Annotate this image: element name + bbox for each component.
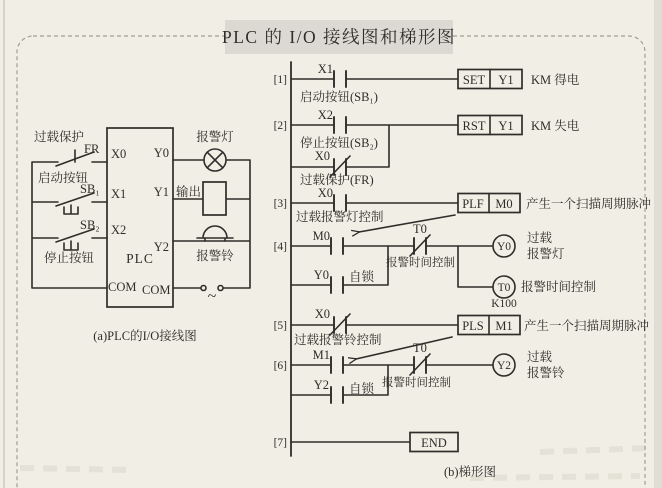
plf-op: PLF — [462, 197, 484, 211]
contact-x0-r5-label: X0 — [314, 307, 330, 321]
rung6-coil-note1: 过载 — [527, 350, 553, 364]
contact-y2-label: Y2 — [313, 378, 329, 392]
contact-x0-r3 — [334, 195, 346, 211]
rung1-note: 启动按钮(SB₁) — [300, 90, 378, 104]
contact-x2-label: X2 — [317, 108, 333, 122]
alarm-lamp-symbol — [204, 149, 226, 171]
end-label: END — [421, 436, 447, 450]
ladder-diagram — [274, 62, 651, 479]
plf-operand: M0 — [495, 197, 513, 211]
rung-number-1: [1] — [273, 74, 287, 86]
contact-m1 — [331, 357, 343, 373]
print-bleed-artifact — [540, 448, 650, 452]
rung-6 — [291, 341, 565, 403]
io-wiring-diagram — [32, 128, 250, 343]
contact-x1 — [334, 71, 346, 87]
rung-7 — [291, 433, 458, 452]
contact-y0-label: Y0 — [313, 268, 329, 282]
sb2-pushbutton-symbol — [56, 229, 94, 250]
output-label: 输出 — [176, 185, 202, 199]
sb1-pushbutton-symbol — [56, 193, 94, 214]
rung-5 — [291, 307, 649, 359]
contact-m0-label: M0 — [312, 229, 330, 243]
rung-4 — [291, 222, 596, 310]
rung4-coil-note2: 报警灯 — [527, 247, 565, 261]
rung2-note: 停止按钮(SB₂) — [300, 136, 378, 150]
rung5-note: 过载报警铃控制 — [294, 333, 382, 347]
alarm-lamp-label: 报警灯 — [196, 130, 234, 144]
rung5-comment: 产生一个扫描周期脉冲 — [524, 319, 650, 333]
pls-operand: M1 — [495, 319, 513, 333]
rung6-latch-note: 自锁 — [349, 382, 375, 396]
rung-number-5: [5] — [273, 320, 287, 332]
sb1-label: SB₁ — [80, 182, 100, 196]
page-title — [222, 20, 456, 54]
rung2-comment: KM 失电 — [531, 119, 580, 133]
rst-op: RST — [462, 119, 486, 133]
contact-y0-latch — [331, 277, 343, 293]
terminal-y2: Y2 — [153, 240, 169, 254]
rung4-timer-note: 报警时间控制 — [386, 257, 455, 269]
ac-tilde-symbol: ~ — [207, 288, 217, 305]
set-operand: Y1 — [498, 73, 514, 87]
rung-number-6: [6] — [273, 360, 287, 372]
alarm-bell-label: 报警铃 — [196, 249, 234, 263]
rung-1 — [291, 62, 580, 104]
coil-y0-label: Y0 — [496, 241, 512, 253]
rung2-branch-note: 过载保护(FR) — [300, 173, 374, 187]
rung1-comment: KM 得电 — [531, 73, 580, 87]
rung-number-2: [2] — [273, 120, 287, 132]
output-load-symbol — [203, 182, 226, 215]
contact-y2-latch — [331, 387, 343, 403]
rung-number-4: [4] — [273, 241, 287, 253]
coil-t0-label: T0 — [497, 282, 511, 294]
contact-t0-r4-label: T0 — [413, 222, 427, 236]
start-button-label: 启动按钮 — [38, 171, 89, 185]
terminal-y0: Y0 — [153, 146, 169, 160]
rung-3 — [291, 186, 651, 232]
page-title-text: PLC 的 I/O 接线图和梯形图 — [221, 27, 457, 47]
pls-op: PLS — [462, 319, 484, 333]
rung6-coil-note2: 报警铃 — [527, 366, 565, 380]
stop-button-label: 停止按钮 — [44, 251, 95, 265]
terminal-com-left: COM — [108, 280, 137, 294]
rung-number-7: [7] — [273, 437, 287, 449]
contact-t0-r6-label: T0 — [413, 341, 427, 355]
rung3-note: 过载报警灯控制 — [296, 210, 384, 224]
rung6-timer-note: 报警时间控制 — [382, 377, 451, 389]
terminal-x2: X2 — [111, 223, 127, 237]
rung4-coil-note1: 过载 — [527, 231, 553, 245]
timer-constant: K100 — [491, 298, 517, 310]
plc-label: PLC — [126, 251, 154, 266]
contact-x1-label: X1 — [317, 62, 333, 76]
ladder-caption: (b)梯形图 — [443, 465, 497, 479]
rung-number-3: [3] — [273, 198, 287, 210]
sb2-label: SB₂ — [80, 218, 100, 232]
terminal-y1: Y1 — [153, 185, 169, 199]
rung3-comment: 产生一个扫描周期脉冲 — [526, 197, 652, 211]
contact-x2 — [334, 117, 346, 133]
coil-y2-label: Y2 — [496, 360, 512, 372]
fr-label: FR — [84, 142, 100, 156]
overload-protection-label: 过载保护 — [34, 130, 85, 144]
alarm-bell-symbol — [197, 226, 233, 241]
set-op: SET — [462, 73, 486, 87]
wiring-caption: (a)PLC的I/O接线图 — [93, 329, 197, 343]
print-bleed-artifact — [20, 468, 130, 470]
rst-operand: Y1 — [498, 119, 514, 133]
contact-x0-r3-label: X0 — [317, 186, 333, 200]
rung4-timer-coil-note: 报警时间控制 — [521, 280, 597, 294]
rung4-latch-note: 自锁 — [349, 270, 375, 284]
contact-m1-label: M1 — [312, 348, 330, 362]
terminal-x1: X1 — [111, 187, 127, 201]
rung-2 — [291, 108, 580, 187]
terminal-x0: X0 — [111, 147, 127, 161]
terminal-com-right: COM — [142, 283, 171, 297]
contact-x0-label: X0 — [314, 149, 330, 163]
output-wiring — [173, 149, 250, 291]
contact-m0 — [331, 238, 343, 254]
